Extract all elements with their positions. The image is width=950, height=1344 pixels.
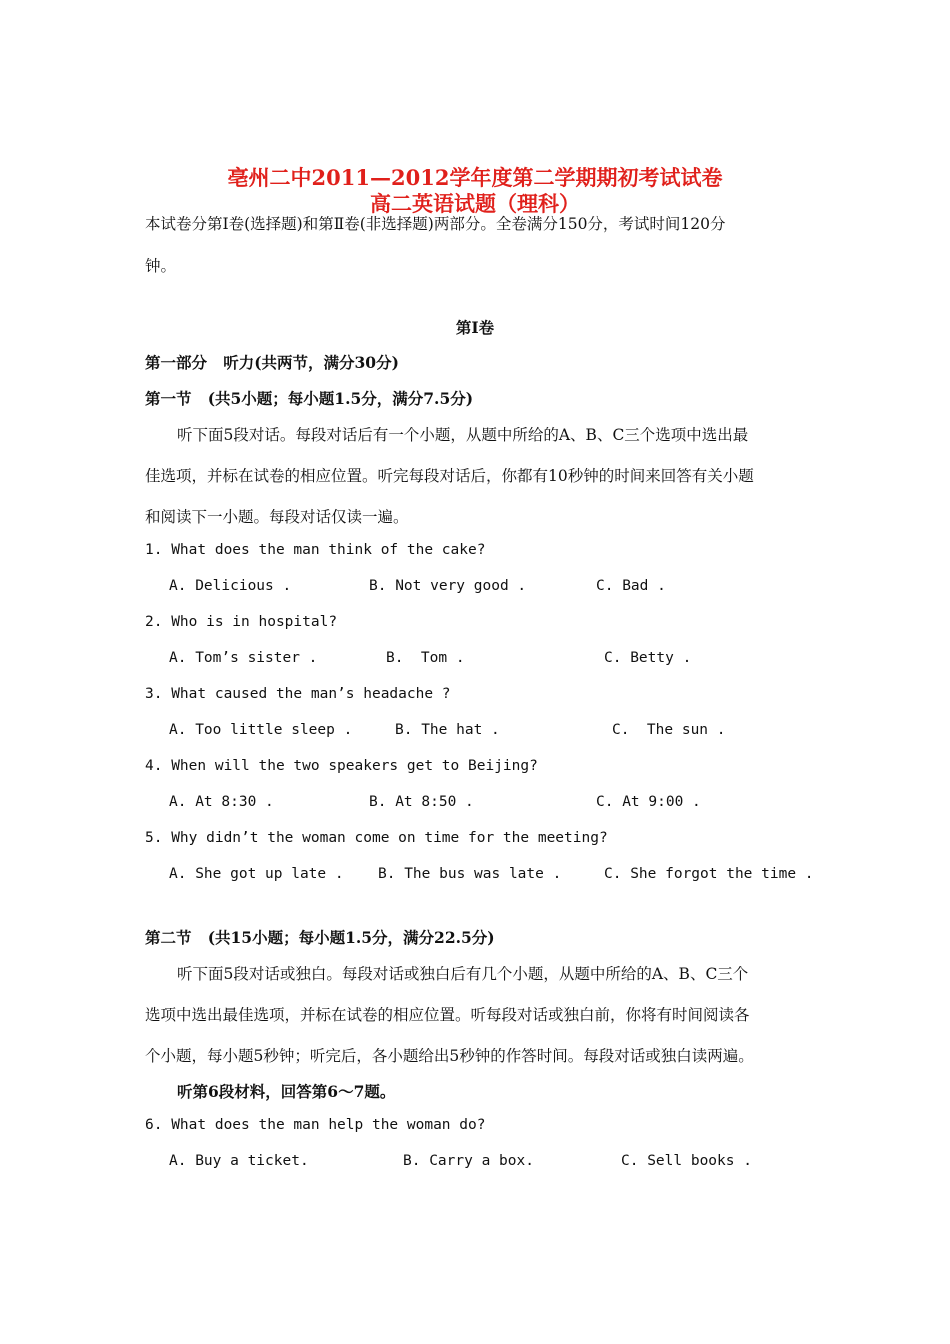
part1-heading: 第一部分 听力(共两节，满分30分)	[145, 353, 399, 372]
intro-line-2: 钟。	[145, 257, 177, 275]
section1-instruction-line: 听下面5段对话。每段对话后有一个小题，从题中所给的A、B、C三个选项中选出最	[177, 426, 749, 444]
option-3c: C. The sun .	[612, 722, 726, 738]
question-6: 6. What does the man help the woman do?	[145, 1117, 486, 1133]
option-1b: B. Not very good .	[369, 578, 527, 594]
option-4c: C. At 9:00 .	[596, 794, 701, 810]
option-6b: B. Carry a box.	[403, 1153, 534, 1169]
option-5b: B. The bus was late .	[378, 866, 562, 882]
volume-label: 第Ⅰ卷	[455, 318, 495, 337]
option-3b: B. The hat .	[395, 722, 500, 738]
section2-instruction-line: 个小题，每小题5秒钟；听完后，各小题给出5秒钟的作答时间。每段对话或独白读两遍。	[145, 1047, 754, 1065]
option-4b: B. At 8:50 .	[369, 794, 474, 810]
question-1: 1. What does the man think of the cake?	[145, 542, 486, 558]
question-4: 4. When will the two speakers get to Beijing?	[145, 758, 538, 774]
option-5c: C. She forgot the time .	[604, 866, 814, 882]
section1-instruction-line: 佳选项，并标在试卷的相应位置。听完每段对话后，你都有10秒钟的时间来回答有关小题	[145, 467, 754, 485]
option-2c: C. Betty .	[604, 650, 692, 666]
section2-heading: 第二节 (共15小题；每小题1.5分，满分22.5分)	[145, 928, 495, 947]
section2-instruction-line: 听下面5段对话或独白。每段对话或独白后有几个小题，从题中所给的A、B、C三个	[177, 965, 749, 983]
section2-instruction-line: 选项中选出最佳选项，并标在试卷的相应位置。听每段对话或独白前，你将有时间阅读各	[145, 1006, 750, 1024]
question-3: 3. What caused the man’s headache ?	[145, 686, 451, 702]
option-1a: A. Delicious .	[169, 578, 292, 594]
section1-instruction-line: 和阅读下一小题。每段对话仅读一遍。	[145, 508, 409, 526]
option-5a: A. She got up late .	[169, 866, 344, 882]
section1-heading: 第一节 (共5小题；每小题1.5分，满分7.5分)	[145, 389, 474, 408]
question-2: 2. Who is in hospital?	[145, 614, 338, 630]
material-label: 听第6段材料，回答第6～7题。	[177, 1082, 396, 1101]
question-5: 5. Why didn’t the woman come on time for the meeting?	[145, 830, 608, 846]
option-4a: A. At 8:30 .	[169, 794, 274, 810]
intro-line-1: 本试卷分第Ⅰ卷(选择题)和第Ⅱ卷(非选择题)两部分。全卷满分150分，考试时间120分	[145, 215, 726, 233]
option-6c: C. Sell books .	[621, 1153, 752, 1169]
exam-title: 亳州二中2011—2012学年度第二学期期初考试试卷	[227, 165, 723, 190]
exam-subtitle: 高二英语试题（理科）	[370, 191, 580, 216]
option-2a: A. Tom’s sister .	[169, 650, 318, 666]
option-2b: B. Tom .	[386, 650, 465, 666]
option-3a: A. Too little sleep .	[169, 722, 353, 738]
option-6a: A. Buy a ticket.	[169, 1153, 309, 1169]
option-1c: C. Bad .	[596, 578, 666, 594]
